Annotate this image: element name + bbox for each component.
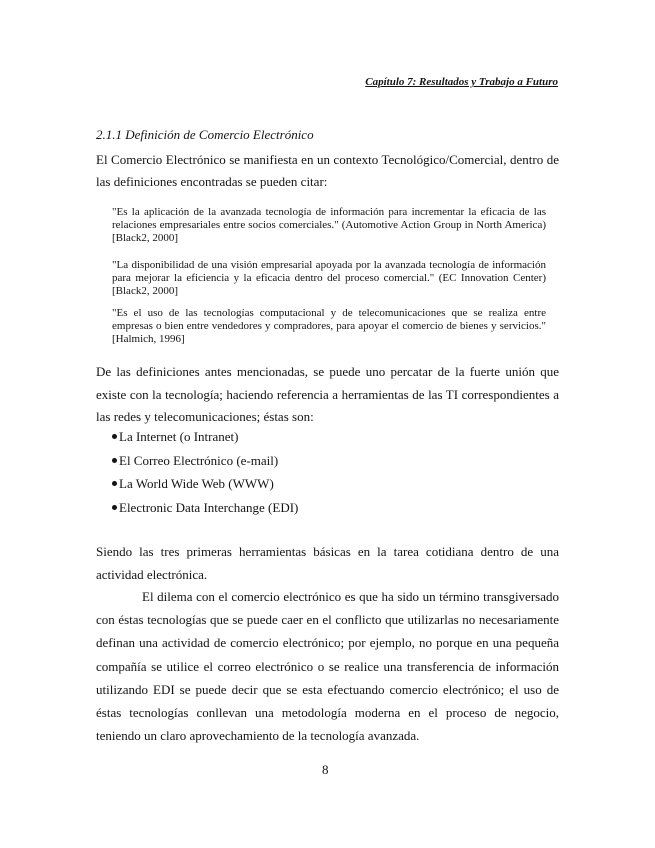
definition-quote-3: "Es el uso de las tecnologías computacional y de telecomunicaciones que se realiza entre empresas o bien entre vendedores y compradores, para apoyar el comercio de bienes y servicios." [Halmich, 1996] <box>112 307 546 345</box>
bullet-icon <box>112 434 117 439</box>
list-item-label: Electronic Data Interchange (EDI) <box>119 499 299 515</box>
list-item <box>112 500 298 524</box>
chapter-header: Capítulo 7: Resultados y Trabajo a Futuro <box>365 76 558 88</box>
dilemma-paragraph: El dilema con el comercio electrónico es que ha sido un término transgiversado con éstas tecnologías que se puede caer en el conflicto que utilizarlas no necesariamente definan una actividad de comercio electrónico; por ejemplo, no porque en una pequeña compañía se utilice el correo electrónico o se realice una transferencia de información utilizando EDI se puede decir que se esta efectuando comercio electrónico; el uso de éstas tecnologías conllevan una metodología moderna en el proceso de negocio, teniendo un claro aprovechamiento de la tecnología avanzada. <box>96 589 559 744</box>
list-item <box>112 453 298 477</box>
list-item-label: La World Wide Web (WWW) <box>119 476 274 491</box>
bullet-icon <box>112 481 117 486</box>
list-item-label: El Correo Electrónico (e-mail) <box>119 452 279 468</box>
basic-tools-paragraph: Siendo las tres primeras herramientas básicas en la tarea cotidiana dentro de una actividad electrónica. <box>96 544 559 582</box>
page-number: 8 <box>322 762 329 777</box>
definition-quote-1: "Es la aplicación de la avanzada tecnología de información para incrementar la eficacia de las relaciones empresariales entre socios comerciales." (Automotive Action Group in North America) [Black2, 2000] <box>112 206 546 244</box>
list-item <box>112 476 298 500</box>
tools-paragraph: De las definiciones antes mencionadas, se puede uno percatar de la fuerte unión que existe con la tecnología; haciendo referencia a herramientas de las TI correspondientes a las redes y telecomunicaciones; éstas son: <box>96 364 559 424</box>
list-item <box>112 429 298 453</box>
intro-paragraph: El Comercio Electrónico se manifiesta en un contexto Tecnológico/Comercial, dentro de las definiciones encontradas se pueden citar: <box>96 152 559 189</box>
list-item-label: La Internet (o Intranet) <box>119 429 239 444</box>
bullet-icon <box>112 458 117 463</box>
tools-list <box>112 429 298 523</box>
definition-quote-2: "La disponibilidad de una visión empresarial apoyada por la avanzada tecnología de información para mejorar la eficiencia y la eficacia dentro del proceso comercial." (EC Innovation Center) [Black2, 2000] <box>112 259 546 297</box>
section-title: 2.1.1 Definición de Comercio Electrónico <box>96 127 314 142</box>
bullet-icon <box>112 505 117 510</box>
